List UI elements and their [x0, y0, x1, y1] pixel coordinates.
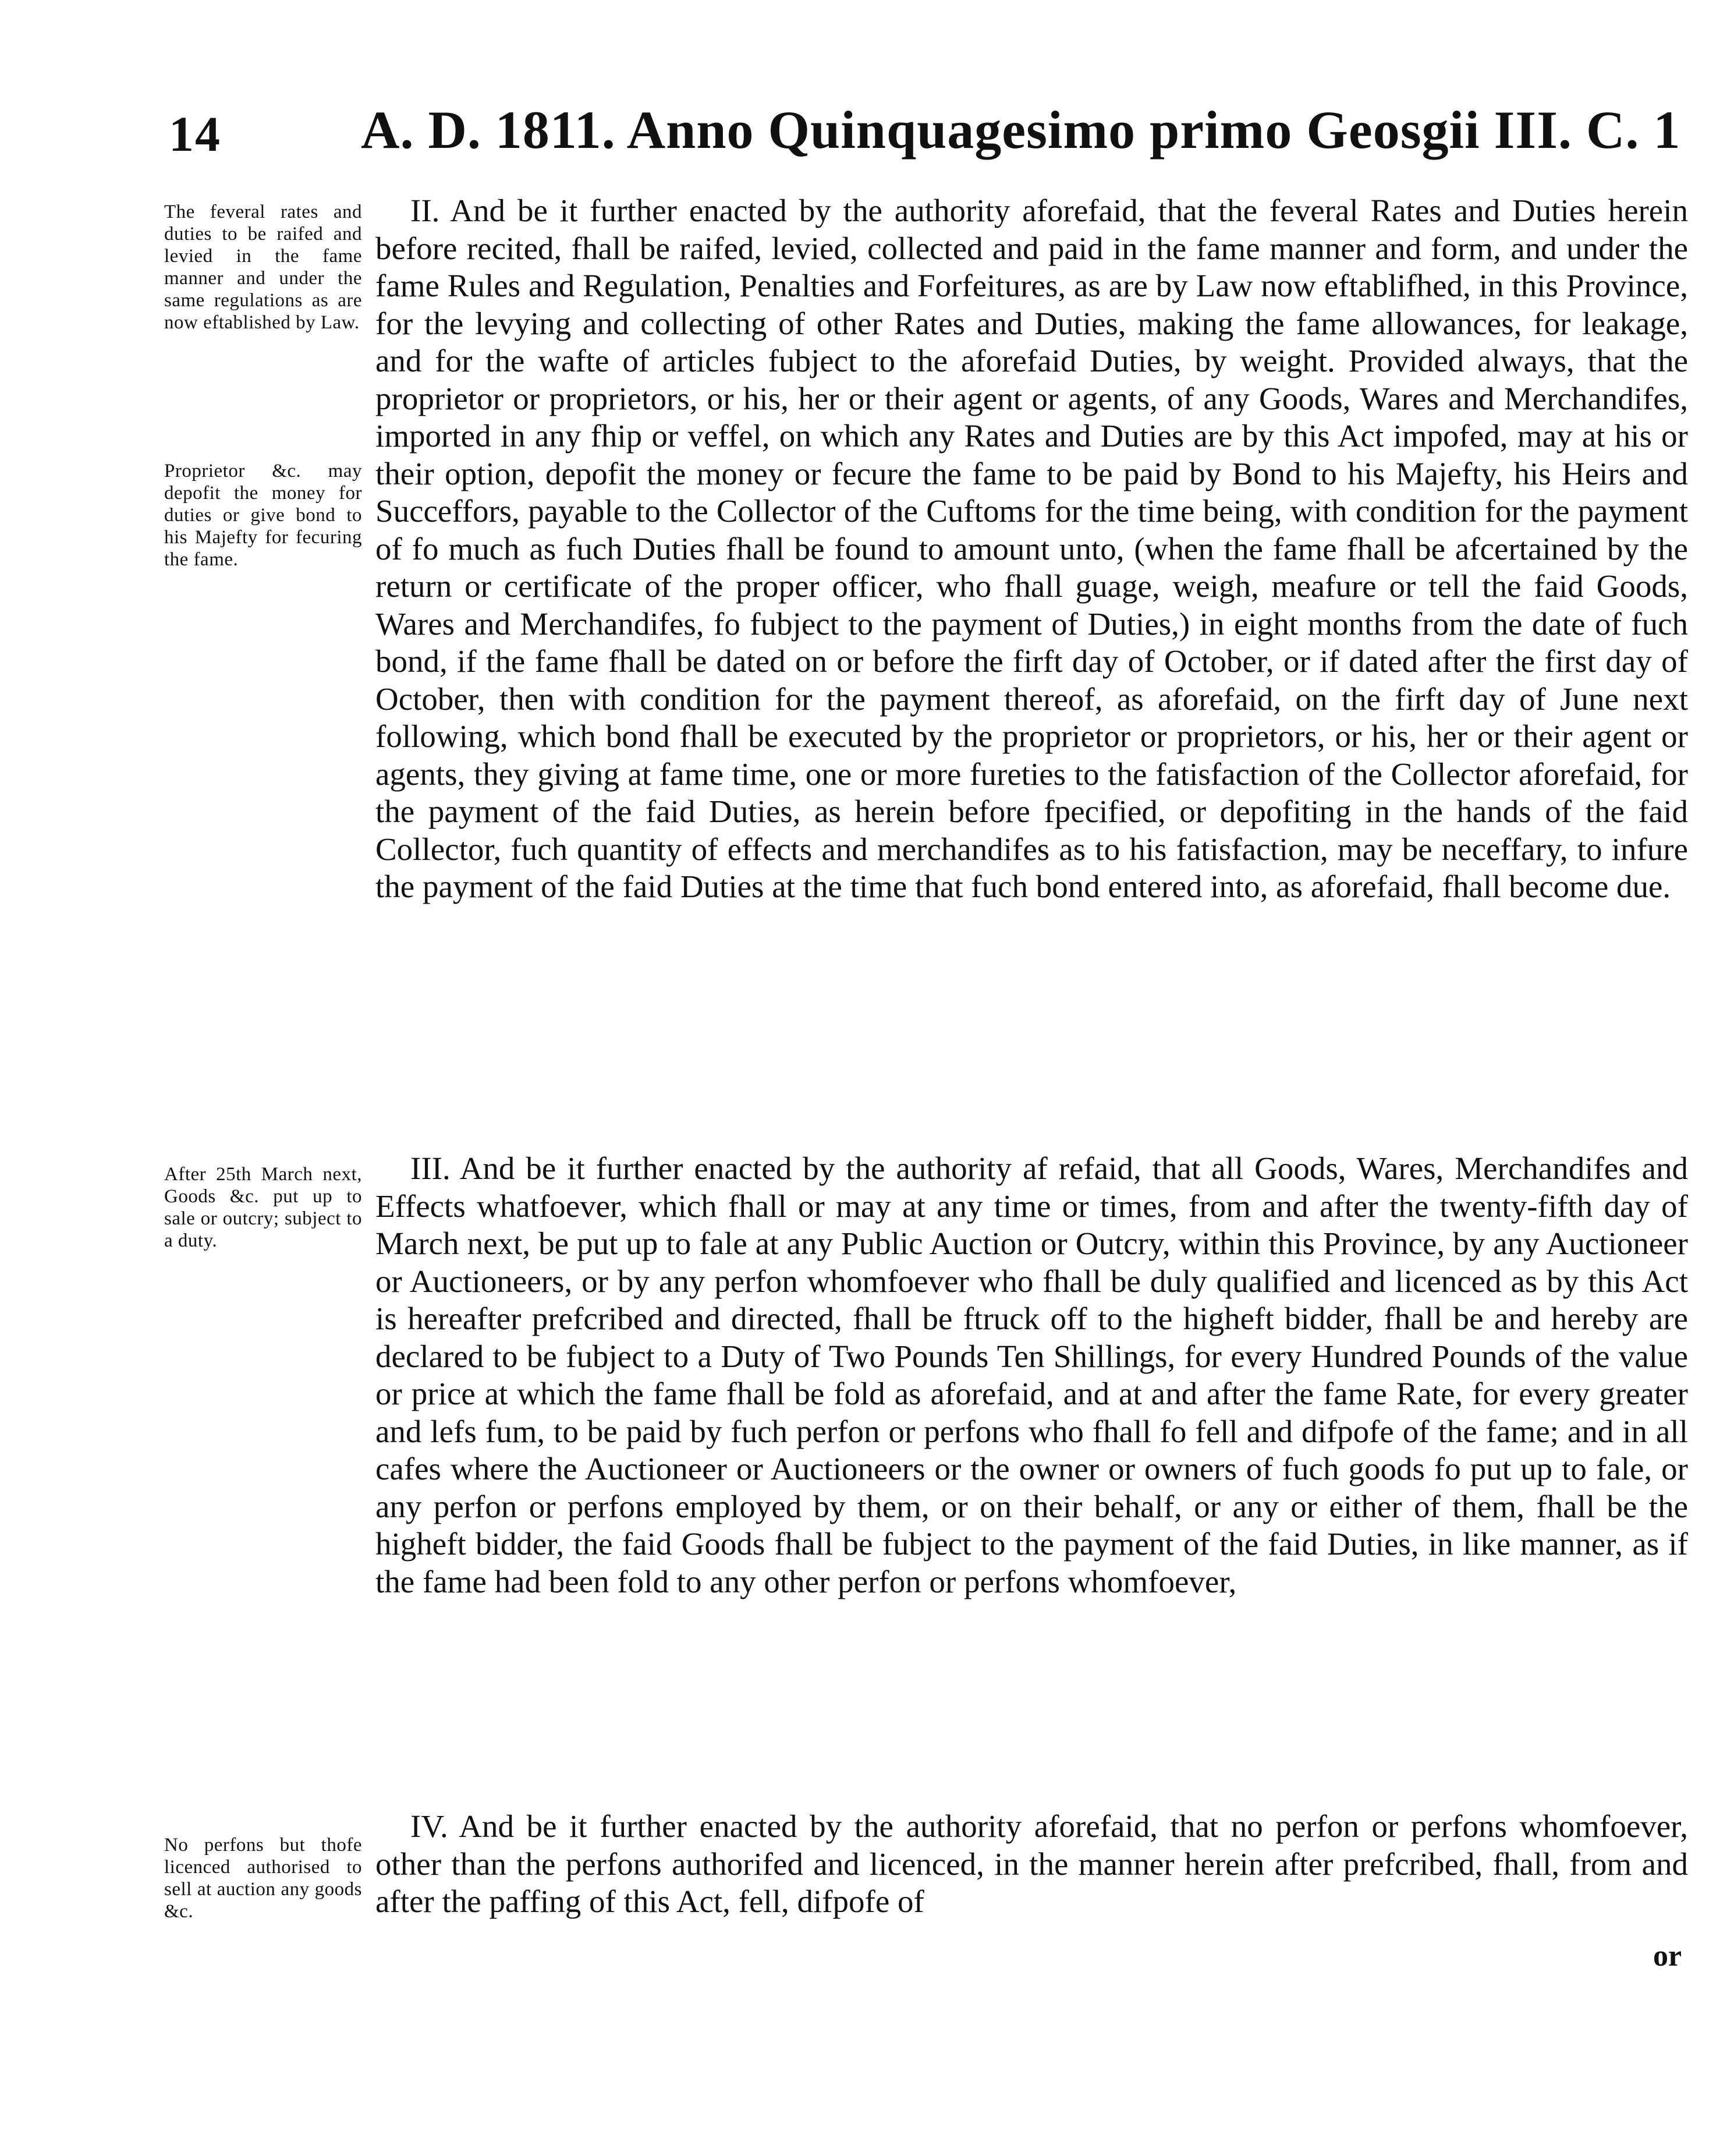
catchword: or — [1653, 1939, 1682, 1973]
margin-note-auction-duty: After 25th March next, Goods &c. put up to sale or outcry; subject to a duty. — [164, 1164, 362, 1251]
section-iv-text: IV. And be it further enacted by the authority aforefaid, that no perfon or perfons whomfoever, other than the perfons authorifed and licenced, in the manner herein after prefcribed, fhall, from and after the paffing of this Act, fell, difpofe of — [375, 1808, 1688, 1919]
page-number: 14 — [169, 106, 221, 162]
section-iii — [375, 1150, 1688, 1601]
section-ii — [375, 192, 1688, 906]
section-ii-text: II. And be it further enacted by the authority aforefaid, that the feveral Rates and Duties herein before recited, fhall be raifed, levied, collected and paid in the fame manner and form, and under the fame Rules and Regulation, Penalties and Forfeitures, as are by Law now eftablifhed, in this Province, for the levying and collecting of other Rates and Duties, making the fame allowances, for leakage, and for the wafte of articles fubject to the aforefaid Duties, by weight. Provided always, that the proprietor or proprietors, or his, her or their agent or agents, of any Goods, Wares and Merchandifes, imported in any fhip or veffel, on which any Rates and Duties are by this Act impofed, may at his or their option, depofit the money or fecure the fame to be paid by Bond to his Majefty, his Heirs and Succeffors, payable to the Collector of the Cuftoms for the time being, with condition for the payment of fo much as fuch Duties fhall be found to amount unto, (when the fame fhall be afcertained by the return or certificate of the proper officer, who fhall guage, weigh, meafure or tell the faid Goods, Wares and Merchandifes, fo fubject to the payment of Duties,) in eight months from the date of fuch bond, if the fame fhall be dated on or before the firft day of October, or if dated after the first day of October, then with condition for the payment thereof, as aforefaid, on the firft day of June next following, which bond fhall be executed by the proprietor or proprietors, or his, her or their agent or agents, they giving at fame time, one or more fureties to the fatisfaction of the Collector aforefaid, for the payment of the faid Duties, as herein before fpecified, or depofiting in the hands of the faid Collector, fuch quantity of effects and merchandifes as to his fatisfaction, may be neceffary, to infure the payment of the faid Duties at the time that fuch bond entered into, as aforefaid, fhall become due. — [375, 193, 1688, 904]
margin-note-deposit: Proprietor &c. may depofit the money for duties or give bond to his Majefty for fecuring the fame. — [164, 461, 362, 570]
running-head: A. D. 1811. Anno Quinquagesimo primo Geosgii III. C. 1 — [361, 100, 1681, 160]
section-iii-text: III. And be it further enacted by the authority af refaid, that all Goods, Wares, Merchandifes and Effects whatfoever, which fhall or may at any time or times, from and after the twenty-fifth day of March next, be put up to fale at any Public Auction or Outcry, within this Province, by any Auctioneer or Auctioneers, or by any perfon whomfoever who fhall be duly qualified and licenced as by this Act is hereafter prefcribed and directed, fhall be ftruck off to the higheft bidder, fhall be and hereby are declared to be fubject to a Duty of Two Pounds Ten Shillings, for every Hundred Pounds of the value or price at which the fame fhall be fold as aforefaid, and at and after the fame Rate, for every greater and lefs fum, to be paid by fuch perfon or perfons who fhall fo fell and difpofe of the fame; and in all cafes where the Auctioneer or Auctioneers or the owner or owners of fuch goods fo put up to fale, or any perfon or perfons employed by them, or on their behalf, or any or either of them, fhall be the higheft bidder, the faid Goods fhall be fubject to the payment of the faid Duties, in like manner, as if the fame had been fold to any other perfon or perfons whomfoever, — [375, 1150, 1688, 1599]
section-iv — [375, 1808, 1688, 1921]
margin-note-licence: No perfons but thofe licenced authorised to sell at auction any goods &c. — [164, 1835, 362, 1922]
page-header — [157, 87, 1681, 175]
margin-note-rates: The feveral rates and duties to be raifed and levied in the fame manner and under the same regulations as are now eftablished by Law. — [164, 201, 362, 333]
